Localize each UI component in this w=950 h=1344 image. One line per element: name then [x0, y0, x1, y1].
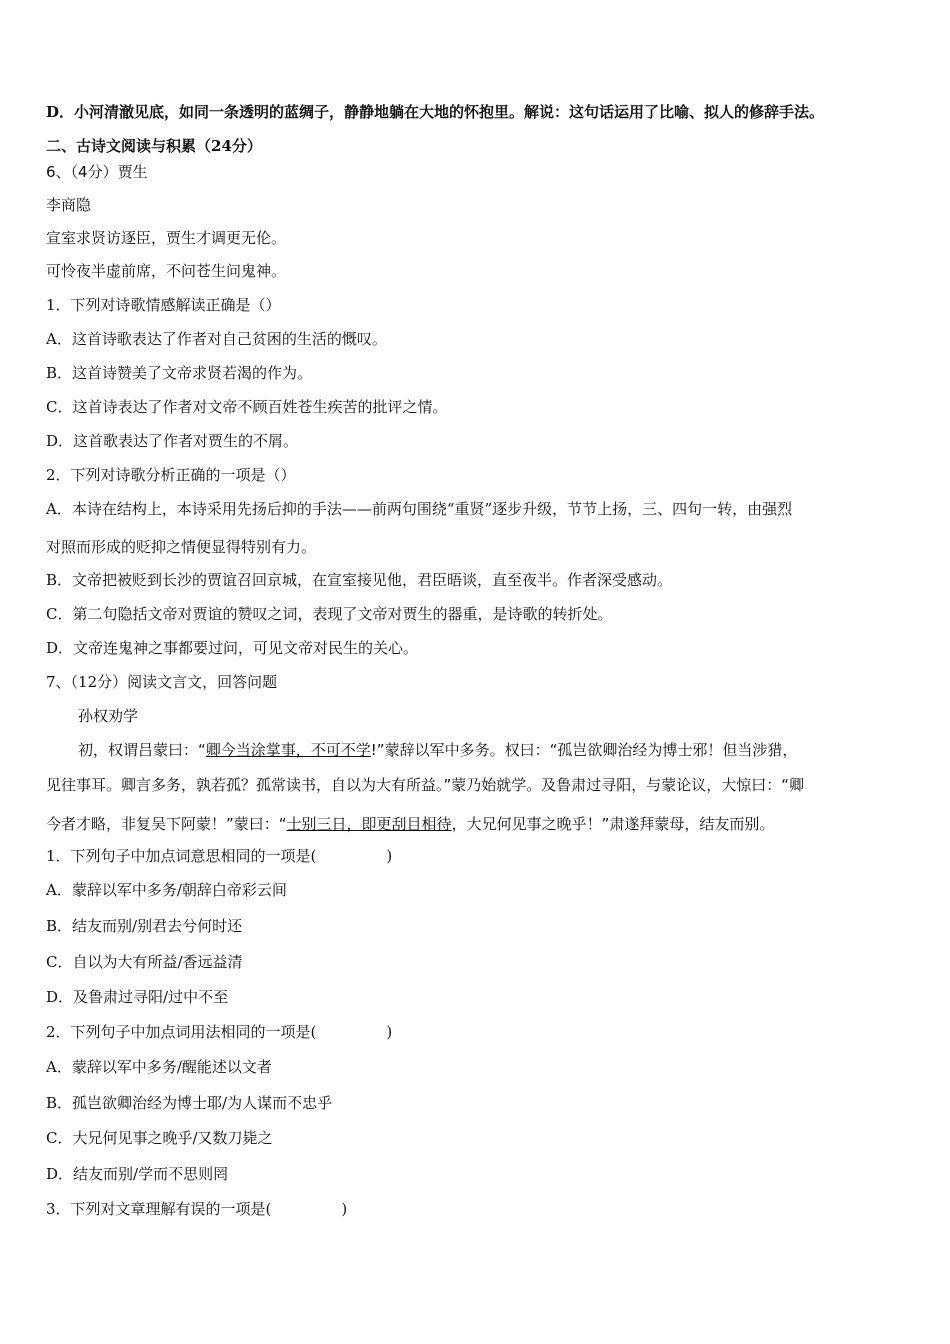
- poem-line-2: 可怜夜半虚前席，不问苍生问鬼神。: [46, 262, 287, 280]
- passage-text: 今者才略，非复吴下阿蒙！”蒙曰：“: [46, 815, 287, 833]
- underlined-sentence: 士别三日，即更刮目相待: [286, 815, 452, 833]
- option-d-previous-question: D．小河清澈见底，如同一条透明的蓝绸子，静静地躺在大地的怀抱里。解说：这句话运用了比喻、拟人的修辞手法。: [46, 103, 825, 121]
- passage-text: ，大兄何见事之晚乎！”肃遂拜蒙母，结友而别。: [451, 815, 775, 833]
- stem-close: ): [341, 1200, 348, 1218]
- q7-2-option-b: B．孤岂欲卿治经为博士耶/为人谋而不忠乎: [46, 1094, 333, 1112]
- q7-1-option-d: D．及鲁肃过寻阳/过中不至: [46, 988, 229, 1006]
- q7-header: 7、（12分）阅读文言文，回答问题: [46, 673, 278, 691]
- passage-line-1: [78, 740, 797, 760]
- q7-2-option-d: D．结友而别/学而不思则罔: [46, 1165, 229, 1183]
- q7-2-stem: [46, 1022, 392, 1042]
- passage-line-2: 见往事耳。卿言多务，孰若孤？孤常读书，自以为大有所益。”蒙乃始就学。及鲁肃过寻阳，与蒙论议，大惊曰：“卿: [46, 776, 805, 794]
- q6-2-option-a-line1: A．本诗在结构上，本诗采用先扬后抑的手法——前两句围绕“重贤”逐步升级，节节上扬，三、四句一转，由强烈: [46, 500, 793, 518]
- q6-1-option-d: D．这首歌表达了作者对贾生的不屑。: [46, 432, 299, 450]
- stem-close: ): [386, 1023, 393, 1041]
- q7-1-option-c: C．自以为大有所益/香远益清: [46, 953, 243, 971]
- q6-2-option-a-line2: 对照而形成的贬抑之情便显得特别有力。: [46, 538, 317, 556]
- stem-text: 3．下列对文章理解有误的一项是(: [46, 1200, 272, 1218]
- stem-text: 2．下列句子中加点词用法相同的一项是(: [46, 1023, 317, 1041]
- underlined-sentence: 卿今当涂掌事，不可不学: [205, 741, 371, 759]
- q7-1-option-b: B．结友而别/别君去兮何时还: [46, 917, 243, 935]
- q6-1-stem: 1．下列对诗歌情感解读正确是（）: [46, 296, 281, 314]
- q7-1-option-a: A．蒙辞以军中多务/朝辞白帝彩云间: [46, 881, 287, 899]
- poem-author: 李商隐: [46, 196, 92, 214]
- q6-2-option-d: D．文帝连鬼神之事都要过问，可见文帝对民生的关心。: [46, 639, 419, 657]
- poem-line-1: 宣室求贤访逐臣，贾生才调更无伦。: [46, 229, 287, 247]
- q6-2-option-b: B．文帝把被贬到长沙的贾谊召回京城，在宣室接见他，君臣晤谈，直至夜半。作者深受感动。: [46, 571, 673, 589]
- stem-text: 1．下列句子中加点词意思相同的一项是(: [46, 847, 317, 865]
- q6-1-option-a: A．这首诗歌表达了作者对自己贫困的生活的慨叹。: [46, 330, 387, 348]
- q6-header: 6、（4分）贾生: [46, 163, 148, 181]
- q7-2-option-c: C．大兄何见事之晚乎/又数刀毙之: [46, 1129, 273, 1147]
- q6-1-option-b: B．这首诗赞美了文帝求贤若渴的作为。: [46, 364, 313, 382]
- q6-1-option-c: C．这首诗表达了作者对文帝不顾百姓苍生疾苦的批评之情。: [46, 398, 448, 416]
- passage-text: !”蒙辞以军中多务。权曰：“孤岂欲卿治经为博士邪！但当涉猎，: [370, 741, 798, 759]
- q7-1-stem: [46, 846, 392, 866]
- passage-line-3: [46, 814, 774, 834]
- q7-3-stem: [46, 1199, 347, 1219]
- q6-2-option-c: C．第二句隐括文帝对贾谊的赞叹之词，表现了文帝对贾生的器重，是诗歌的转折处。: [46, 605, 613, 623]
- passage-text: 初，权谓吕蒙曰：“: [78, 741, 206, 759]
- passage-title: 孙权劝学: [78, 707, 139, 725]
- q6-2-stem: 2．下列对诗歌分析正确的一项是（）: [46, 466, 296, 484]
- q7-2-option-a: A．蒙辞以军中多务/醒能述以文者: [46, 1058, 272, 1076]
- section-2-title: 二、古诗文阅读与积累（24分）: [46, 137, 262, 155]
- stem-close: ): [386, 847, 393, 865]
